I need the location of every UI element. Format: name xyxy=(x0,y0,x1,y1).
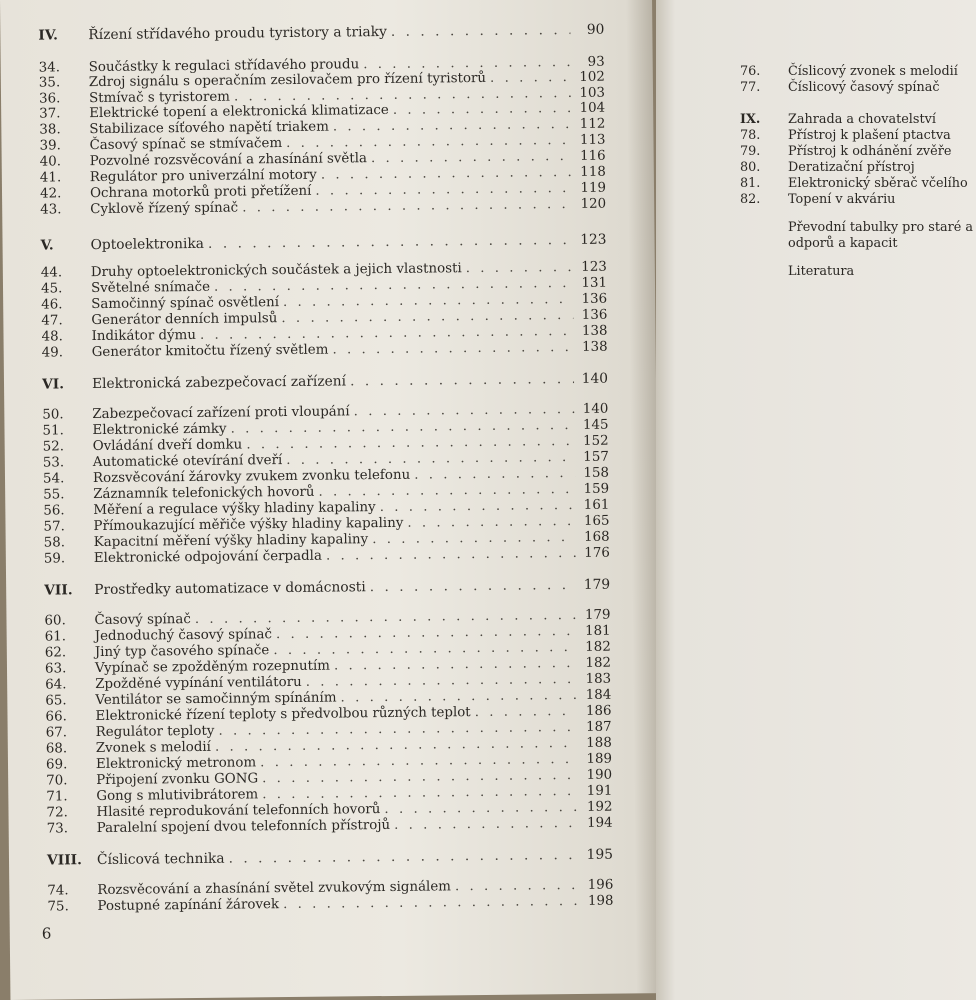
toc-entry-page: 158 xyxy=(583,465,610,481)
toc-entry-page: 140 xyxy=(582,401,609,417)
toc-entry-title: Automatické otevírání dveří xyxy=(92,453,283,471)
toc-entry-page: 181 xyxy=(585,623,611,639)
toc-entry-number: 43. xyxy=(40,202,62,218)
toc-section-heading xyxy=(44,577,610,599)
toc-entry-title: Zvonek s melodií xyxy=(95,739,212,757)
toc-entry-title: Jednoduchý časový spínač xyxy=(94,627,273,645)
toc-entry-page: 187 xyxy=(586,719,612,735)
toc-entry-page: 93 xyxy=(587,54,605,70)
toc-entry-page: 198 xyxy=(587,893,614,909)
toc-entry xyxy=(740,80,976,96)
toc-entry-title: Měření a regulace výšky hladiny kapaliny xyxy=(93,500,376,519)
toc-entry-number: 49. xyxy=(41,345,64,361)
toc-entry-number: V. xyxy=(40,237,54,254)
toc-entry-title: Elektronický sběrač včelího xyxy=(788,176,968,191)
toc-entry-page: 102 xyxy=(579,69,605,85)
toc-entry-number: 78. xyxy=(740,128,761,143)
toc-entry-title: Přímoukazující měřiče výšky hladiny kapaliny xyxy=(93,515,404,535)
toc-entry-number: 74. xyxy=(47,883,69,899)
toc-entry-number: 81. xyxy=(740,176,761,191)
toc-entry-page: 116 xyxy=(580,148,606,164)
dot-leader xyxy=(455,878,580,895)
dot-leader xyxy=(393,101,572,119)
toc-entry xyxy=(740,192,976,208)
toc-entry-title: Připojení zvonku GONG xyxy=(96,771,259,789)
toc-entry-page: 168 xyxy=(584,529,610,545)
dot-leader xyxy=(208,232,573,252)
toc-entry-title: Číslicový zvonek s melodií xyxy=(788,64,958,79)
toc-entry-title: Paralelní spojení dvou telefonních přístrojů xyxy=(96,817,391,837)
toc-entry-title: Generátor kmitočtu řízený světlem xyxy=(91,342,329,361)
toc-entry-page: 179 xyxy=(584,607,611,623)
toc-entry-number: VIII. xyxy=(46,852,82,869)
toc-entry-page: 136 xyxy=(581,291,608,307)
toc-entry-title: Deratizační přístroj xyxy=(788,160,915,175)
toc-entry xyxy=(740,236,976,252)
toc-entry-number: 46. xyxy=(41,297,63,313)
toc-entry-number: 66. xyxy=(45,709,67,725)
toc-entry-title: Číslicová technika xyxy=(96,850,225,869)
dot-leader xyxy=(490,70,571,87)
toc-entry-number: 55. xyxy=(43,487,65,503)
toc-entry xyxy=(740,160,976,176)
toc-entry-page: 182 xyxy=(585,639,611,655)
toc-entry-page: 157 xyxy=(583,449,609,465)
toc-entry-number: IV. xyxy=(38,27,59,44)
toc-section-heading xyxy=(40,232,606,254)
toc-entry-title: Rozsvěcování a zhasínání světel zvukovým signálem xyxy=(97,879,452,899)
toc-entry-title: Světelné snímače xyxy=(90,279,211,297)
toc-entry-title: Pozvolné rozsvěcování a zhasínání světla xyxy=(89,151,368,170)
toc-entry-number: 59. xyxy=(43,551,66,567)
toc-entry-number: 47. xyxy=(41,313,63,329)
dot-leader xyxy=(350,371,574,389)
toc-entry-title: Cyklově řízený spínač xyxy=(90,200,239,218)
toc-entry-page: 184 xyxy=(585,687,612,703)
toc-entry-title: Časový spínač xyxy=(94,612,191,629)
dot-leader xyxy=(391,22,571,40)
toc-entry-number: 50. xyxy=(42,407,64,423)
toc-entry xyxy=(740,144,976,160)
toc-entry-title: Elektronická zabezpečovací zařízení xyxy=(91,373,347,393)
toc-entry-number: 51. xyxy=(42,423,64,439)
toc-entry-title: Ovládání dveří domku xyxy=(92,437,243,455)
toc-entry-number: 72. xyxy=(46,805,68,821)
dot-leader xyxy=(370,577,577,595)
dot-leader xyxy=(414,466,575,484)
toc-entry-number: 69. xyxy=(45,757,68,773)
toc-entry-page: 119 xyxy=(580,180,607,196)
toc-entry-number: 58. xyxy=(43,535,66,551)
toc-entry-title: Rozsvěcování žárovky zvukem zvonku telefonu xyxy=(92,467,411,487)
toc-entry-title: Hlasité reprodukování telefonních hovorů xyxy=(96,802,381,821)
toc-entry-page: 183 xyxy=(585,671,612,687)
toc-entry-page: 192 xyxy=(586,799,613,815)
toc-entry-page: 113 xyxy=(579,132,606,148)
toc-entry-number: 67. xyxy=(45,725,68,741)
toc-entry-title: Zdroj signálu s operačním zesilovačem pro řízení tyristorů xyxy=(88,70,487,91)
toc-entry-number: VII. xyxy=(44,582,73,599)
toc-entry-number: 75. xyxy=(47,899,69,915)
toc-entry-title: Postupné zapínání žárovek xyxy=(97,897,280,915)
toc-entry-number: 73. xyxy=(46,821,69,837)
dot-leader xyxy=(332,340,573,359)
toc-entry-page: 120 xyxy=(580,196,607,212)
toc-entry-title: Indikátor dýmu xyxy=(91,327,197,345)
toc-entry-number: 64. xyxy=(45,677,67,693)
toc-entry-title: Topení v akváriu xyxy=(788,192,896,207)
toc-entry-page: 138 xyxy=(582,339,608,355)
toc-entry-page: 182 xyxy=(585,655,612,671)
toc-entry xyxy=(740,220,976,236)
toc-entry-page: 103 xyxy=(579,85,606,101)
toc-entry-number: 54. xyxy=(42,471,65,487)
toc-entry-title: Regulátor pro univerzální motory xyxy=(89,167,317,186)
toc-entry-page: 152 xyxy=(583,433,609,449)
toc-entry-number: 48. xyxy=(41,329,63,345)
toc-entry-number: 45. xyxy=(40,281,63,297)
toc-entry-number: 36. xyxy=(38,91,61,107)
toc-entry-number: 38. xyxy=(39,122,61,138)
toc-entry xyxy=(740,176,976,192)
toc-entry-page: 140 xyxy=(581,370,609,387)
toc-entry-page: 179 xyxy=(583,576,611,593)
toc-entry-title: Elektronické odpojování čerpadla xyxy=(93,548,322,567)
toc-entry-title: Optoelektronika xyxy=(90,235,205,254)
dot-leader xyxy=(283,894,580,913)
toc-entry-number: 42. xyxy=(39,186,62,202)
toc-section-heading xyxy=(740,112,976,128)
toc-entry-page: 195 xyxy=(586,846,614,863)
toc-entry-title: Elektronické řízení teploty s předvolbou různých teplot xyxy=(95,705,471,725)
toc-entry-page: 196 xyxy=(587,877,614,893)
toc-entry-page: 191 xyxy=(586,783,613,799)
toc-entry-page: 186 xyxy=(585,703,612,719)
dot-leader xyxy=(475,704,578,721)
toc-entry-number: 39. xyxy=(39,138,61,154)
toc-entry-page: 90 xyxy=(586,21,605,38)
toc-entry-number: 56. xyxy=(43,503,65,519)
toc-entry-title: Časový spínač se stmívačem xyxy=(89,136,283,154)
toc-entry-page: 176 xyxy=(584,545,610,561)
toc-entry-number: 61. xyxy=(44,629,67,645)
toc-entry-title: Generátor denních impulsů xyxy=(91,311,278,329)
toc-entry-title: Regulátor teploty xyxy=(95,723,215,741)
toc-entry-title: Vypínač se zpožděným rozepnutím xyxy=(94,658,331,677)
toc-entry-page: 190 xyxy=(586,767,613,783)
right-page xyxy=(656,0,976,1000)
toc-entry-number: 68. xyxy=(45,741,68,757)
toc-entry-number: 53. xyxy=(42,455,65,471)
toc-entry-page: 145 xyxy=(582,417,609,433)
toc-entry-page: 138 xyxy=(581,323,608,339)
dot-leader xyxy=(228,847,579,867)
toc-entry-number: 70. xyxy=(46,773,68,789)
toc-entry-number: VI. xyxy=(41,376,65,393)
dot-leader xyxy=(326,546,576,565)
toc-section-heading xyxy=(47,847,613,869)
dot-leader xyxy=(242,197,572,216)
toc-entry-number: 60. xyxy=(44,613,66,629)
dot-leader xyxy=(394,816,579,834)
toc-entry xyxy=(740,264,976,280)
toc-entry-number: 41. xyxy=(39,170,62,186)
toc-entry-number: 79. xyxy=(740,144,761,159)
toc-entry-page: 118 xyxy=(580,164,606,180)
toc-entry-number: 63. xyxy=(44,661,67,677)
toc-entry-number: 80. xyxy=(740,160,761,175)
toc-entry-title: Přístroj k plašení ptactva xyxy=(788,128,951,143)
toc-entry-title: Druhy optoelektronických součástek a jejich vlastnosti xyxy=(90,261,462,281)
toc-entry-title: Převodní tabulky pro staré a xyxy=(788,220,973,235)
toc-entry xyxy=(740,64,976,80)
toc-entry-title: Kapacitní měření výšky hladiny kapaliny xyxy=(93,532,369,551)
toc-entry-number: IX. xyxy=(740,112,761,127)
toc-entry-page: 194 xyxy=(587,815,613,831)
toc-entry-title: Gong s mlutivibrátorem xyxy=(96,787,259,805)
toc-entry-title: odporů a kapacit xyxy=(788,236,898,251)
toc-entry-page: 165 xyxy=(583,513,610,529)
toc-entry-title: Elektronické zámky xyxy=(92,421,227,439)
toc-entry-title: Samočinný spínač osvětlení xyxy=(91,295,280,313)
toc-entry-number: 65. xyxy=(45,693,67,709)
toc-entry-page: 123 xyxy=(581,259,607,275)
toc-entry-number: 40. xyxy=(39,154,62,170)
dot-leader xyxy=(407,514,575,532)
toc-entry-title: Zpožděné vypínání ventilátoru xyxy=(95,674,302,693)
toc-entry-number: 82. xyxy=(740,192,761,207)
toc-entry-title: Zabezpečovací zařízení proti vloupání xyxy=(92,404,350,423)
toc-entry-title: Literatura xyxy=(788,264,855,279)
toc-entry-number: 62. xyxy=(44,645,67,661)
toc-entry-title: Záznamník telefonických hovorů xyxy=(93,484,315,503)
toc-entry-title: Prostředky automatizace v domácnosti xyxy=(94,579,366,599)
toc-entry-title: Ventilátor se samočinným spínáním xyxy=(95,690,337,709)
toc-entry-number: 77. xyxy=(740,80,761,95)
toc-entry-page: 112 xyxy=(579,116,606,132)
toc-entry-title: Zahrada a chovatelství xyxy=(788,112,936,127)
dot-leader xyxy=(466,260,573,277)
toc-entry-title: Stabilizace síťového napětí triakem xyxy=(89,119,329,138)
toc-entry-title: Součástky k regulaci střídavého proudu xyxy=(88,57,360,76)
toc-entry-page: 131 xyxy=(581,275,608,291)
toc-entry-number: 35. xyxy=(38,75,61,91)
toc-entry-number: 71. xyxy=(46,789,68,805)
toc-entry-title: Přístroj k odhánění zvěře xyxy=(788,144,952,159)
toc-entry-page: 123 xyxy=(580,231,607,248)
toc-entry-page: 104 xyxy=(579,100,606,116)
page-number: 6 xyxy=(41,924,52,943)
toc-entry-page: 189 xyxy=(586,751,613,767)
toc-section-heading xyxy=(42,371,608,393)
toc-entry-title: Řízení střídavého proudu tyristory a triaky xyxy=(88,23,387,44)
toc-entry-page: 136 xyxy=(581,307,608,323)
toc-entry-number: 57. xyxy=(43,519,65,535)
toc-entry-title: Stmívač s tyristorem xyxy=(88,89,231,107)
toc-entry-title: Elektrické topení a elektronická klimatizace xyxy=(89,102,389,122)
toc-entry-number: 37. xyxy=(39,106,61,122)
toc-entry-number: 44. xyxy=(40,265,63,281)
toc-section-heading xyxy=(38,22,604,44)
toc-entry xyxy=(740,128,976,144)
right-table-of-contents xyxy=(656,0,976,1000)
toc-entry-number: 52. xyxy=(42,439,65,455)
toc-entry-number: 34. xyxy=(38,60,61,76)
toc-entry-title: Elektronický metronom xyxy=(95,755,257,773)
toc-entry-title: Jiný typ časového spínače xyxy=(94,643,270,661)
toc-entry-number: 76. xyxy=(740,64,761,79)
toc-entry-page: 188 xyxy=(586,735,612,751)
toc-entry-title: Číslicový časový spínač xyxy=(788,80,940,95)
toc-entry-title: Ochrana motorků proti přetížení xyxy=(89,183,312,202)
toc-entry-page: 161 xyxy=(583,497,610,513)
toc-entry-page: 159 xyxy=(583,481,610,497)
